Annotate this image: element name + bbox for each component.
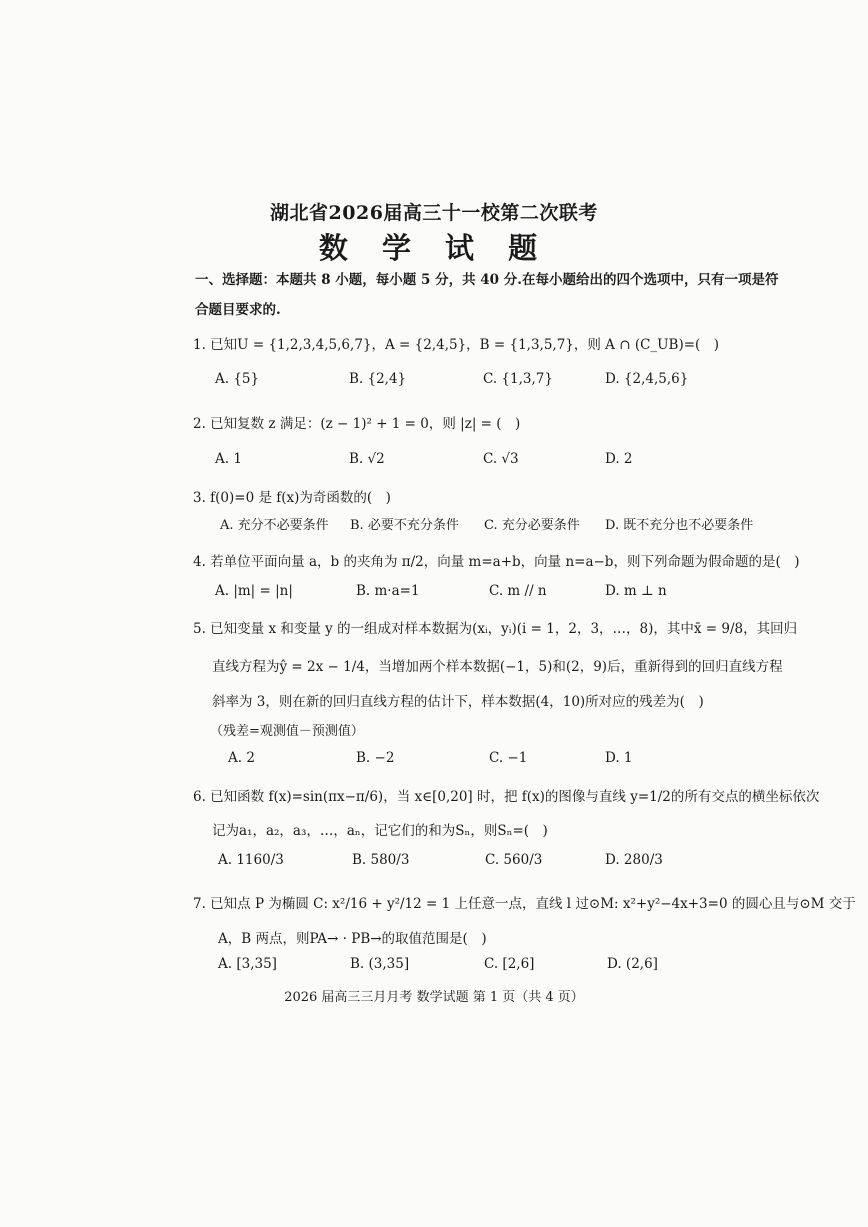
question-1-option-b: B. {2,4} (349, 371, 407, 387)
question-3-stem: 3. f(0)=0 是 f(x)为奇函数的( ) (193, 490, 391, 506)
question-5-option-c: C. −1 (489, 750, 528, 766)
question-6-option-d: D. 280/3 (605, 852, 663, 868)
question-4-option-b: B. m·a=1 (356, 583, 420, 599)
question-2-option-b: B. √2 (349, 451, 385, 467)
question-4-stem: 4. 若单位平面向量 a，b 的夹角为 π/2，向量 m=a+b，向量 n=a−b，则下列命题为假命题的是( ) (193, 554, 800, 570)
question-2-option-d: D. 2 (605, 451, 633, 467)
question-4-option-c: C. m // n (489, 583, 547, 599)
question-5-option-b: B. −2 (356, 750, 395, 766)
question-2-stem: 2. 已知复数 z 满足：(z − 1)² + 1 = 0，则 |z| = ( ) (193, 416, 521, 432)
question-2-option-c: C. √3 (483, 451, 519, 467)
question-7-option-b: B. (3,35] (350, 956, 410, 972)
question-1-stem: 1. 已知U = {1,2,3,4,5,6,7}，A = {2,4,5}，B = {1,3,5,7}，则 A ∩ (C_UB)=( ) (193, 337, 720, 353)
question-3-option-a: A. 充分不必要条件 (220, 518, 329, 533)
section-heading-line2: 合题目要求的. (195, 302, 281, 318)
question-1-option-a: A. {5} (215, 371, 260, 387)
question-5-option-d: D. 1 (605, 750, 633, 766)
question-6-option-a: A. 1160/3 (218, 852, 284, 868)
question-3-option-c: C. 充分必要条件 (484, 518, 580, 533)
question-7-option-d: D. (2,6] (607, 956, 658, 972)
question-7-stem-line1: 7. 已知点 P 为椭圆 C: x²/16 + y²/12 = 1 上任意一点，直线 l 过⊙M: x²+y²−4x+3=0 的圆心且与⊙M 交于 (193, 896, 856, 912)
question-1-option-c: C. {1,3,7} (483, 371, 553, 387)
subject-title: 数 学 试 题 (318, 231, 550, 265)
section-heading-line1: 一、选择题：本题共 8 小题，每小题 5 分，共 40 分.在每小题给出的四个选项中，只有一项是符 (195, 272, 779, 288)
question-2-option-a: A. 1 (215, 451, 242, 467)
question-4-option-d: D. m ⊥ n (605, 583, 667, 599)
question-7-option-a: A. [3,35] (218, 956, 277, 972)
page-footer: 2026 届高三三月月考 数学试题 第 1 页（共 4 页） (284, 990, 584, 1005)
question-3-option-d: D. 既不充分也不必要条件 (605, 518, 754, 533)
question-5-option-a: A. 2 (228, 750, 255, 766)
question-6-stem-line1: 6. 已知函数 f(x)=sin(πx−π/6)，当 x∈[0,20] 时，把 f(x)的图像与直线 y=1/2的所有交点的横坐标依次 (193, 789, 820, 805)
exam-title: 湖北省2026届高三十一校第二次联考 (270, 202, 598, 224)
question-4-option-a: A. |m| = |n| (215, 583, 293, 599)
question-5-stem-line2: 直线方程为ŷ = 2x − 1/4，当增加两个样本数据(−1，5)和(2，9)后，重新得到的回归直线方程 (212, 659, 783, 675)
question-6-stem-line2: 记为a₁，a₂，a₃，…，aₙ，记它们的和为Sₙ，则Sₙ=( ) (212, 823, 548, 839)
question-5-note: （残差=观测值－预测值） (210, 724, 364, 739)
question-6-option-b: B. 580/3 (352, 852, 410, 868)
question-7-option-c: C. [2,6] (484, 956, 535, 972)
question-1-option-d: D. {2,4,5,6} (605, 371, 689, 387)
question-3-option-b: B. 必要不充分条件 (350, 518, 459, 533)
question-6-option-c: C. 560/3 (485, 852, 543, 868)
question-5-stem-line1: 5. 已知变量 x 和变量 y 的一组成对样本数据为(xᵢ，yᵢ)(i = 1，2，3，…，8)，其中x̄ = 9/8，其回归 (193, 621, 798, 637)
question-5-stem-line3: 斜率为 3，则在新的回归直线方程的估计下，样本数据(4，10)所对应的残差为( ) (212, 694, 704, 710)
question-7-stem-line2: A，B 两点，则PA→ · PB→的取值范围是( ) (218, 931, 487, 947)
